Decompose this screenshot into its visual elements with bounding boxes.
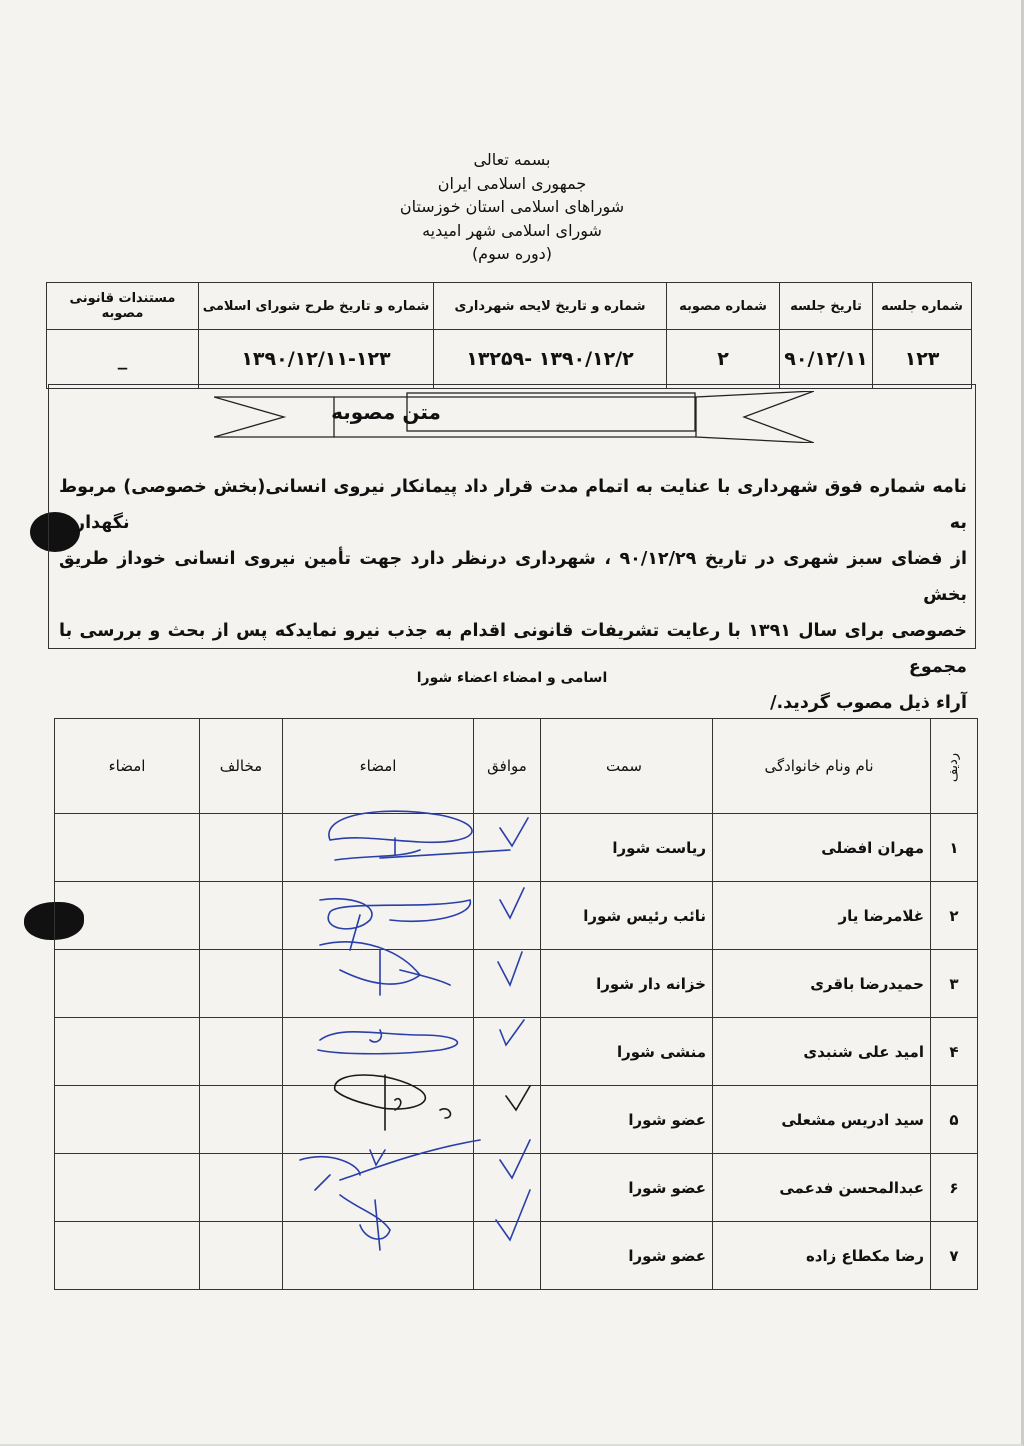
row-number: ۴ [931, 1018, 978, 1086]
resolution-line-2: از فضای سبز شهری در تاریخ ۹۰/۱۲/۲۹ ، شهرداری درنظر دارد جهت تأمین نیروی انسانی خوداز طریق بخش [59, 549, 968, 605]
info-header-plan-number-date: شماره و تاریخ طرح شورای اسلامی [199, 283, 434, 330]
header-city-council: شورای اسلامی شهر امیدیه [422, 220, 602, 240]
resolution-title: متن مصوبه [331, 400, 441, 424]
row-number: ۷ [931, 1222, 978, 1290]
checkmark-icon [506, 1086, 530, 1110]
checkmark-icon [500, 818, 528, 846]
signature-3 [320, 942, 450, 995]
col-header-agree: موافق [474, 719, 541, 814]
col-header-name: نام ونام خانوادگی [713, 719, 931, 814]
row-number: ۳ [931, 950, 978, 1018]
resolution-line-1: نامه شماره فوق شهرداری با عنایت به اتمام مدت قرار داد پیمانکار نیروی انسانی(بخش خصوصی) مربوط به نگهداری [59, 477, 967, 533]
checkmark-icon [498, 952, 522, 985]
member-name: حمیدرضا باقری [713, 950, 931, 1018]
member-name: عبدالمحسن فدعمی [713, 1154, 931, 1222]
header-province-councils: شوراهای اسلامی استان خوزستان [399, 197, 625, 216]
col-header-role: سمت [541, 719, 713, 814]
member-name: رضا مکطاع زاده [713, 1222, 931, 1290]
resolution-line-3: خصوصی برای سال ۱۳۹۱ با رعایت تشریفات قانونی اقدام به جذب نیرو نمایدکه پس از بحث و بررسی با مجموع [59, 621, 967, 677]
member-name: مهران افضلی [713, 814, 931, 882]
member-role: عضو شورا [541, 1222, 713, 1290]
info-value-legal-basis: _ [47, 330, 199, 389]
signature-5 [335, 1075, 451, 1130]
member-role: منشی شورا [541, 1018, 713, 1086]
info-value-session-number: ۱۲۳ [873, 330, 972, 389]
radif-label: ردیف [946, 752, 962, 783]
signature-7 [340, 1195, 390, 1250]
signature-1 [329, 811, 510, 860]
signature-4 [318, 1030, 457, 1054]
row-number: ۵ [931, 1086, 978, 1154]
header-republic: جمهوری اسلامی ایران [437, 173, 587, 193]
info-header-legal-basis: مستندات قانونی مصوبه [47, 283, 199, 330]
header-bismillah: بسمه تعالی [473, 150, 551, 169]
row-number: ۶ [931, 1154, 978, 1222]
checkmark-icon [500, 1020, 524, 1045]
info-header-session-number: شماره جلسه [873, 283, 972, 330]
resolution-line-4: آراء ذیل مصوب گردید./ [770, 693, 967, 713]
row-number: ۱ [931, 814, 978, 882]
header-term: (دوره سوم) [471, 244, 553, 263]
checkmark-icon [500, 1140, 530, 1178]
row-number: ۲ [931, 882, 978, 950]
member-role: ریاست شورا [541, 814, 713, 882]
checkmark-icon [500, 888, 524, 918]
info-header-resolution-number: شماره مصوبه [667, 283, 780, 330]
col-header-sign-2: امضاء [55, 719, 200, 814]
col-header-oppose: مخالف [200, 719, 283, 814]
info-value-plan-number-date: ۱۳۹۰/۱۲/۱۱-۱۲۳ [199, 330, 434, 389]
checkmark-icon [496, 1190, 530, 1240]
info-header-bill-number-date: شماره و تاریخ لایحه شهرداری [434, 283, 667, 330]
member-role: خزانه دار شورا [541, 950, 713, 1018]
info-value-session-date: ۹۰/۱۲/۱۱ [780, 330, 873, 389]
members-title: اسامی و امضاء اعضاء شورا [416, 670, 608, 686]
member-name: غلامرضا یار [713, 882, 931, 950]
member-role: عضو شورا [541, 1154, 713, 1222]
signature-6 [300, 1140, 480, 1190]
member-name: امید علی شنبدی [713, 1018, 931, 1086]
info-value-bill-number-date: ۱۳۹۰/۱۲/۲ -۱۳۲۵۹ [434, 330, 667, 389]
member-role: عضو شورا [541, 1086, 713, 1154]
info-value-resolution-number: ۲ [667, 330, 780, 389]
member-name: سید ادریس مشعلی [713, 1086, 931, 1154]
col-header-sign: امضاء [283, 719, 474, 814]
info-header-session-date: تاریخ جلسه [780, 283, 873, 330]
member-role: نائب رئیس شورا [541, 882, 713, 950]
